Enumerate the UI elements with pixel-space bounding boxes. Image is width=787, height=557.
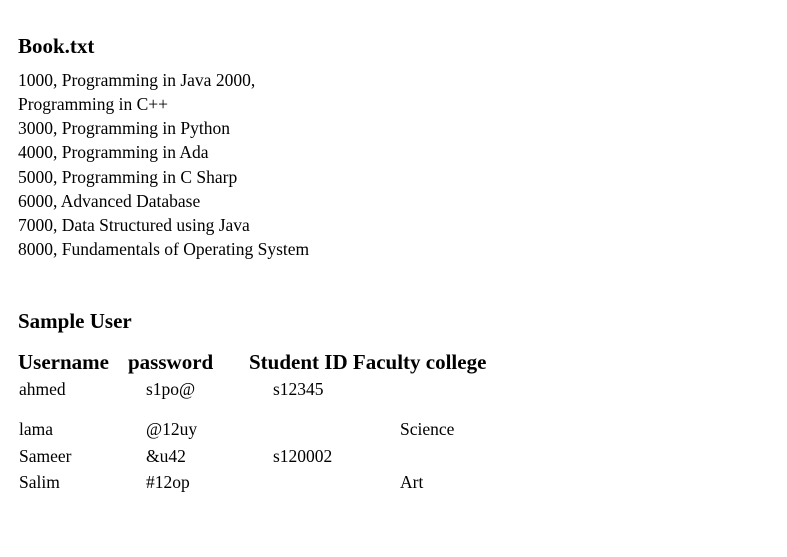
- cell-password: #12op: [146, 472, 190, 492]
- header-username: Username: [18, 350, 109, 374]
- cell-student-id: s12345: [273, 379, 324, 399]
- cell-username: Salim: [19, 472, 60, 492]
- book-title: Book.txt: [18, 34, 95, 58]
- header-student-id-faculty: Student ID Faculty college: [249, 350, 487, 374]
- cell-faculty: Science: [400, 419, 455, 439]
- cell-username: ahmed: [19, 379, 66, 399]
- sample-user-title: Sample User: [18, 309, 132, 333]
- cell-username: Sameer: [19, 446, 72, 466]
- book-line: 1000, Programming in Java 2000,: [18, 70, 256, 90]
- book-line: 5000, Programming in C Sharp: [18, 167, 238, 187]
- book-line: 7000, Data Structured using Java: [18, 215, 250, 235]
- book-line: 3000, Programming in Python: [18, 118, 230, 138]
- cell-password: &u42: [146, 446, 186, 466]
- cell-faculty: Art: [400, 472, 424, 492]
- book-line: Programming in C++: [18, 94, 169, 114]
- book-line: 4000, Programming in Ada: [18, 142, 209, 162]
- cell-password: s1po@: [146, 379, 196, 399]
- cell-student-id: s120002: [273, 446, 333, 466]
- header-password: password: [128, 350, 214, 374]
- cell-password: @12uy: [146, 419, 198, 439]
- book-line: 8000, Fundamentals of Operating System: [18, 239, 310, 259]
- cell-username: lama: [19, 419, 54, 439]
- book-line: 6000, Advanced Database: [18, 191, 201, 211]
